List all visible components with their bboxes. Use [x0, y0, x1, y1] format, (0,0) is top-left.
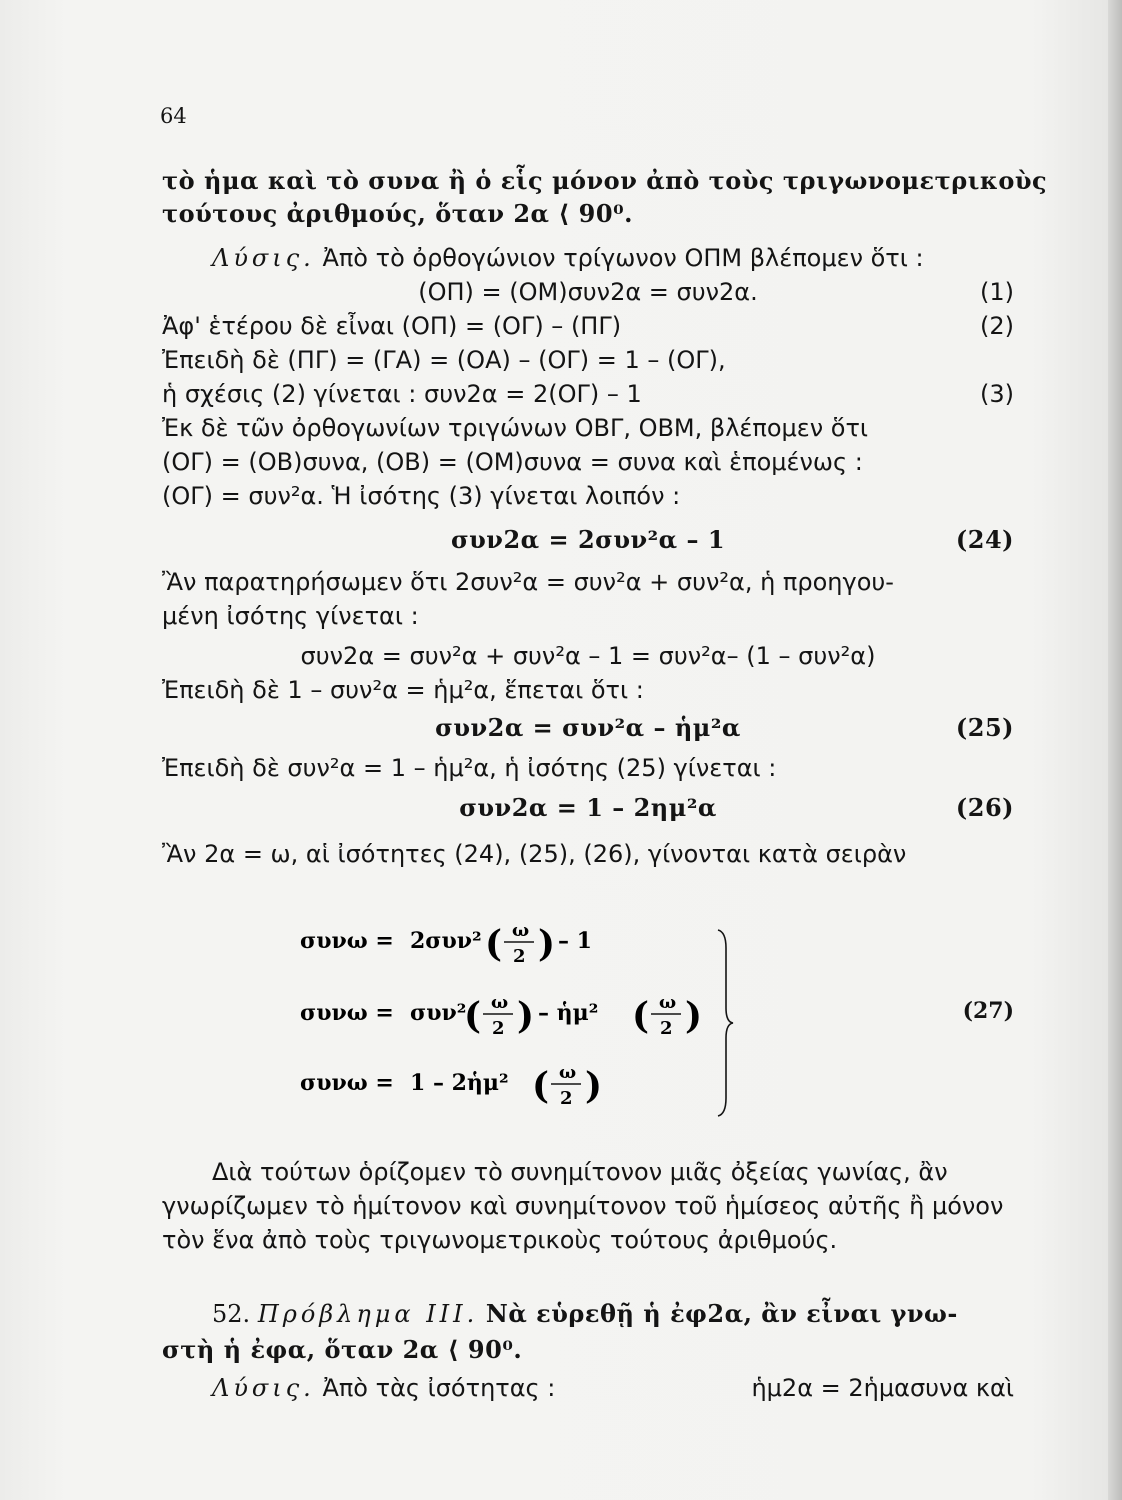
row3-paren-open: (: [532, 1065, 550, 1107]
row3-omega: ω: [559, 1062, 577, 1083]
solution-line-4: Ἐπειδὴ δὲ (ΠΓ) = (ΓΑ) = (ΟΑ) – (ΟΓ) = 1 – (ΟΓ),: [162, 346, 726, 374]
solution-line-3: [162, 310, 1014, 342]
row1-paren-open: (: [485, 923, 503, 965]
equation-number-26: (26): [955, 793, 1014, 822]
equation-26-row: [162, 792, 1014, 824]
row3-rhs: 1 – 2ἡμ²: [410, 1070, 509, 1096]
equation-number-2: (2): [980, 312, 1014, 340]
equation-26: συν2α = 1 – 2ημ²α: [459, 793, 717, 822]
equation-24-row: [162, 524, 1014, 556]
solution-text-1: Ἀπὸ τὸ ὀρθογώνιον τρίγωνον ΟΠΜ βλέπομεν ὅτι :: [322, 244, 924, 272]
equation-number-27: (27): [962, 998, 1014, 1024]
system-row-1: [300, 914, 630, 974]
solution-text-3: Ἀφ' ἑτέρου δὲ εἶναι (ΟΠ) = (ΟΓ) – (ΠΓ): [162, 312, 622, 340]
right-brace: [716, 928, 734, 1118]
row2-two-a: 2: [492, 1018, 505, 1039]
para5-line-3: τὸν ἕνα ἀπὸ τοὺς τριγωνομετρικοὺς τούτους ἀριθμούς.: [162, 1226, 838, 1254]
problem-number: 52.: [212, 1300, 251, 1328]
para2-line-3: [162, 640, 1014, 672]
equation-number-1: (1): [980, 278, 1014, 306]
page-edge: [1108, 0, 1122, 1500]
row1-omega: ω: [512, 920, 530, 941]
row3-lhs: συνω =: [300, 1070, 394, 1096]
problem-label: Πρόβλημα ΙΙΙ.: [257, 1300, 479, 1328]
para2-line-1: Ἂν παρατηρήσωμεν ὅτι 2συν²α = συν²α + συν²α, ἡ προηγου-: [162, 568, 894, 596]
expanded-equation: συν2α = συν²α + συν²α – 1 = συν²α– (1 – συν²α): [300, 642, 876, 670]
para2-line-2: μένη ἰσότης γίνεται :: [162, 602, 419, 630]
equation-op: (ΟΠ) = (ΟΜ)συν2α = συν2α.: [418, 278, 758, 306]
intro-line-2: τούτους ἀριθμούς, ὅταν 2α ⟨ 90⁰.: [162, 199, 633, 228]
para2-line-4: Ἐπειδὴ δὲ 1 – συν²α = ἡμ²α, ἕπεται ὅτι :: [162, 676, 644, 704]
row1-rest: – 1: [558, 928, 592, 954]
problem-52-solution-line: [162, 1372, 1014, 1404]
para5-line-1: [162, 1156, 1014, 1188]
row3-two: 2: [560, 1088, 573, 1109]
row2-paren-close-a: ): [517, 995, 535, 1037]
solution-text-5: ἡ σχέσις (2) γίνεται : συν2α = 2(ΟΓ) – 1: [162, 380, 642, 408]
row3-paren-close: ): [585, 1065, 603, 1107]
row2-paren-close-b: ): [685, 995, 703, 1037]
solution-line-7: (ΟΓ) = (ΟΒ)συνα, (ΟΒ) = (ΟΜ)συνα = συνα καὶ ἑπομένως :: [162, 448, 863, 476]
problem-52-line-1: [162, 1298, 1014, 1330]
solution-line-5: [162, 378, 1014, 410]
para5-line-2: γνωρίζωμεν τὸ ἡμίτονον καὶ συνημίτονον τοῦ ἡμίσεος αὐτῆς ἢ μόνον: [162, 1192, 1004, 1220]
problem-solution-equation: ἡμ2α = 2ἡμασυνα καὶ: [751, 1374, 1014, 1402]
page-number: 64: [160, 104, 187, 128]
row2-sin: – ἡμ²: [538, 1000, 599, 1026]
solution-line-6: Ἐκ δὲ τῶν ὀρθογωνίων τριγώνων ΟΒΓ, ΟΒΜ, βλέπομεν ὅτι: [162, 414, 869, 442]
row2-paren-open-a: (: [464, 995, 482, 1037]
equation-number-3: (3): [980, 380, 1014, 408]
equation-number-24: (24): [955, 525, 1014, 554]
row2-two-b: 2: [660, 1018, 673, 1039]
problem-solution-text: Ἀπὸ τὰς ἰσότητας :: [322, 1374, 556, 1402]
problem-solution-label: Λύσις.: [212, 1374, 315, 1402]
row2-cos: συν²: [410, 1000, 467, 1026]
row2-lhs: συνω =: [300, 1000, 394, 1026]
row2-omega-b: ω: [659, 992, 677, 1013]
row2-paren-open-b: (: [632, 995, 650, 1037]
solution-line-8: (ΟΓ) = συν²α. Ἡ ἰσότης (3) γίνεται λοιπόν :: [162, 482, 681, 510]
solution-label: Λύσις.: [212, 244, 315, 272]
equation-25: συν2α = συν²α – ἡμ²α: [435, 713, 741, 742]
system-row-2: [300, 986, 720, 1046]
para4: Ἂν 2α = ω, αἱ ἰσότητες (24), (25), (26), γίνονται κατὰ σειρὰν: [162, 840, 907, 868]
system-row-3: [300, 1056, 630, 1116]
row1-coef: 2συν²: [410, 928, 482, 954]
para3: Ἐπειδὴ δὲ συν²α = 1 – ἡμ²α, ἡ ἰσότης (25) γίνεται :: [162, 754, 777, 782]
problem-52-line-2: στὴ ἡ ἐφα, ὅταν 2α ⟨ 90⁰.: [162, 1335, 523, 1364]
row1-lhs: συνω =: [300, 928, 394, 954]
problem-text-1: Νὰ εὑρεθῇ ἡ ἐφ2α, ἂν εἶναι γνω-: [485, 1299, 958, 1328]
para5-text-1: Διὰ τούτων ὁρίζομεν τὸ συνημίτονον μιᾶς ὀξείας γωνίας, ἂν: [212, 1158, 948, 1186]
row1-paren-close: ): [538, 923, 556, 965]
solution-line-2: [162, 276, 1014, 308]
equation-24: συν2α = 2συν²α – 1: [450, 525, 726, 554]
equation-25-row: [162, 712, 1014, 744]
row1-two: 2: [513, 946, 526, 967]
equation-number-25: (25): [955, 713, 1014, 742]
solution-line-1: [162, 242, 1014, 274]
intro-line-1: τὸ ἡμα καὶ τὸ συνα ἢ ὁ εἷς μόνον ἀπὸ τοὺς τριγωνομετρικοὺς: [162, 166, 1048, 195]
row2-omega-a: ω: [491, 992, 509, 1013]
